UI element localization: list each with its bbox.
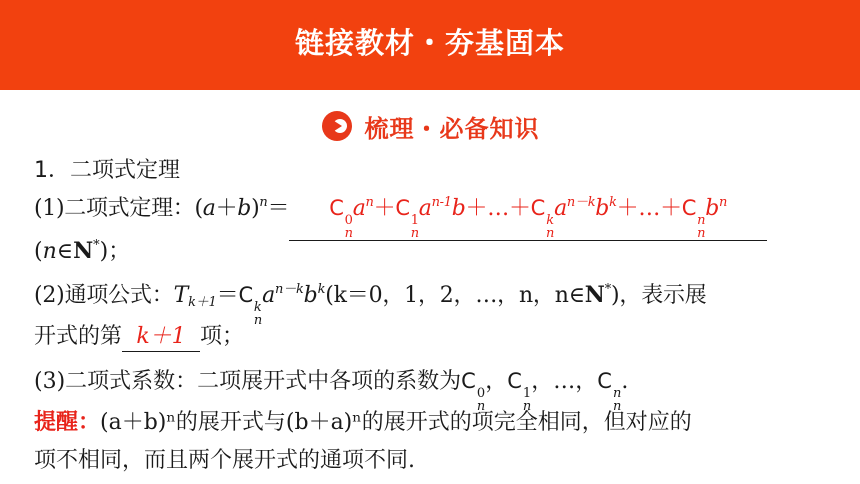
term-exp: n-1 — [431, 195, 452, 210]
period: . — [621, 369, 629, 394]
binom-sup: 0 — [344, 213, 353, 228]
term-b: b — [303, 283, 318, 308]
exp-n: n — [259, 195, 268, 210]
section-play-icon — [321, 110, 353, 142]
term-a: a — [418, 196, 432, 221]
binom-sup: n — [612, 386, 622, 401]
binom-sup: 0 — [476, 386, 486, 401]
binom-c: C — [238, 283, 253, 307]
binom-sup: 1 — [410, 213, 419, 228]
t-subscript: k＋1 — [188, 295, 217, 310]
term-exp: n — [719, 195, 728, 210]
binom-sup: n — [697, 213, 706, 228]
coefficient-prefix: (3)二项式系数：二项展开式中各项的系数为 — [34, 369, 462, 394]
term-a: a — [554, 196, 567, 221]
term-b: b — [451, 196, 466, 221]
tip-text-1: (a＋b)ⁿ的展开式与(b＋a)ⁿ的展开式的项完全相同，但对应的 — [100, 410, 692, 435]
tip-label: 提醒： — [34, 410, 101, 435]
binom-c: C — [395, 196, 410, 220]
binom-c: C — [681, 196, 697, 220]
banner-title: 链接教材・夯基固本 — [294, 25, 565, 60]
section-heading: 1．二项式定理 — [34, 158, 180, 183]
theorem-answer-blank — [289, 194, 767, 241]
term-b: b — [705, 196, 720, 221]
natural-set: N — [73, 238, 94, 264]
coefficient-line — [34, 366, 628, 413]
plus: ＋ — [660, 196, 682, 221]
paren-close: )； — [99, 239, 131, 264]
general-term-line — [34, 280, 707, 327]
var-b: b — [237, 196, 252, 221]
term-b: b — [595, 196, 610, 221]
binom-c: C — [507, 369, 522, 393]
term-exp: k — [317, 282, 326, 297]
var-a: a — [202, 196, 216, 221]
term-exp: n — [365, 195, 374, 210]
tip-line2: 项不相同，而且两个展开式的通项不同. — [34, 448, 415, 473]
section-subheader — [0, 106, 860, 146]
term-exp: n－k — [566, 195, 596, 210]
term-exp: k — [609, 195, 617, 210]
general-term-prefix: (2)通项公式： — [34, 283, 174, 308]
binom-sub: n — [253, 313, 263, 328]
in-symbol: ∈ — [56, 239, 74, 264]
term-a: a — [352, 196, 366, 221]
comma-ellipsis: ，…， — [531, 369, 598, 394]
binom-sub: n — [612, 399, 622, 414]
term-index-blank: k＋1 — [122, 323, 200, 352]
binom-c: C — [329, 196, 344, 220]
binom-sub: n — [522, 399, 532, 414]
plus: ＋ — [215, 196, 238, 221]
theorem-condition — [34, 236, 130, 267]
header-banner — [0, 0, 860, 90]
general-term-range: (k＝0，1，2，…，n，n∈ — [325, 283, 585, 308]
general-term-line2 — [34, 322, 244, 352]
binom-sub: n — [476, 399, 486, 414]
tip-line1 — [34, 408, 692, 438]
binom-sup: k — [253, 300, 262, 315]
theorem-prefix: (1)二项式定理： — [34, 196, 195, 221]
general-term-line2-prefix: 开式的第 — [34, 324, 123, 349]
star: * — [604, 282, 612, 297]
term-exp: n－k — [275, 282, 304, 297]
general-term-line2-suffix: 项； — [200, 324, 245, 349]
binom-sub: n — [546, 226, 555, 241]
binom-c: C — [597, 369, 612, 393]
binom-sub: n — [344, 226, 353, 241]
plus: ＋ — [465, 196, 488, 221]
ellipsis: … — [487, 196, 509, 221]
binom-sub: n — [697, 226, 706, 241]
paren: ) — [251, 196, 260, 221]
general-term-tail: )，表示展 — [611, 283, 707, 308]
binom-sub: n — [410, 226, 419, 241]
binom-sup: 1 — [522, 386, 532, 401]
star: * — [93, 238, 100, 253]
plus: ＋ — [508, 196, 531, 221]
natural-set: N — [584, 282, 605, 308]
theorem-line — [34, 194, 767, 241]
paren: ( — [34, 239, 43, 264]
plus: ＋ — [373, 196, 396, 221]
ellipsis: … — [638, 196, 661, 221]
subheader-title: 梳理・必备知识 — [364, 114, 540, 143]
binom-c: C — [530, 196, 546, 220]
equals: ＝ — [267, 196, 290, 221]
comma: ， — [485, 369, 508, 394]
equals: ＝ — [216, 283, 239, 308]
var-n: n — [42, 239, 57, 264]
paren: ( — [194, 196, 203, 221]
term-a: a — [262, 283, 276, 308]
var-t: T — [173, 283, 189, 308]
plus: ＋ — [616, 196, 639, 221]
binom-c: C — [461, 369, 476, 393]
binom-sup: k — [546, 213, 554, 228]
